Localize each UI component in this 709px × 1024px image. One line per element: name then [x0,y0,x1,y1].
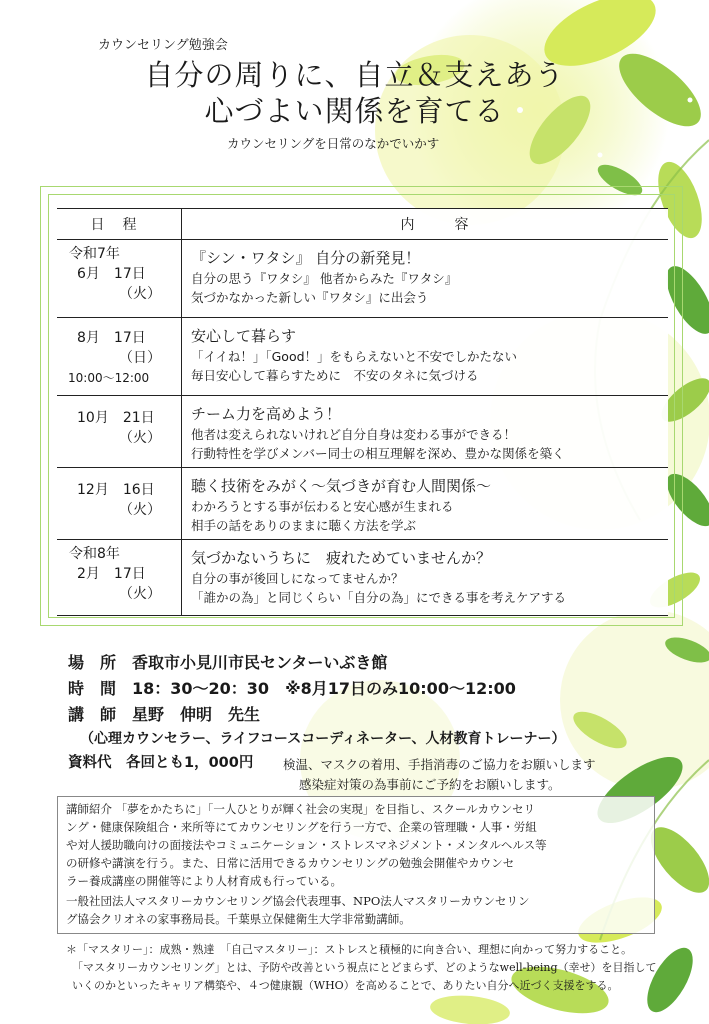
session-title: チーム力を高めよう！ [191,405,342,423]
footnote-line-3: いくのかといったキャリア構築や、４つ健康観（WHO）を高めることで、ありたい自分へ近づく支援をする。 [72,979,619,992]
session-description: 気づかなかった新しい『ワタシ』に出会う [191,290,429,305]
schedule-row [57,468,668,540]
schedule-content-cell [182,396,669,468]
col-header-date: 日程 [57,209,182,240]
schedule-date-cell [57,468,182,540]
date-month-day: 10月 21日 [77,410,155,426]
schedule-date-cell [57,318,182,396]
date-era: 令和7年 [69,246,120,262]
date-weekday: （日） [119,350,161,366]
schedule-content-cell [182,540,669,616]
footnote-line-2: 「マスタリーカウンセリング」とは、予防や改善という視点にとどまらず、どのようなwell-being（幸せ）を目指して [72,961,657,974]
date-time: 10:00～12:00 [68,371,150,385]
session-title: 安心して暮らす [191,327,297,345]
page-title-line1: 自分の周りに、自立＆支えあう [144,58,565,92]
date-weekday: （火） [119,286,161,302]
date-month-day: 6月 17日 [77,266,146,282]
session-description: わかろうとする事が伝わると安心感が生まれる [191,499,454,514]
notice-line-1: 検温、マスクの着用、手指消毒のご協力をお願いします [283,757,596,772]
session-description: 行動特性を学びメンバー同士の相互理解を深め、豊かな関係を築く [191,446,565,461]
page-title-line2: 心づよい関係を育てる [204,94,505,128]
bio-line: ング・健康保険組合・来所等にてカウンセリングを行う一方で、企業の管理職・人事・労組 [66,820,537,834]
schedule-header-row [57,209,668,240]
session-description: 「イイね！」「Good！」をもらえないと不安でしかたない [191,349,518,364]
fee-line: 資料代 各回とも1，000円 [68,755,254,771]
session-description: 自分の思う『ワタシ』 他者からみた『ワタシ』 [191,271,458,286]
date-era: 令和8年 [69,546,120,562]
date-weekday: （火） [119,586,161,602]
schedule-content-cell [182,240,669,318]
time-line: 時 間 18：30～20：30 ※8月17日のみ10:00～12:00 [68,679,516,698]
schedule-row [57,396,668,468]
notice-line-2: 感染症対策の為事前にご予約をお願いします。 [299,777,561,792]
date-month-day: 12月 16日 [77,482,155,498]
session-title: 気づかないうちに 疲れためていませんか？ [191,549,492,567]
schedule-content-cell [182,318,669,396]
lecturer-roles: （心理カウンセラー、ライフコースコーディネーター、人材教育トレーナー） [80,731,566,747]
bio-line: グ協会クリオネの家事務局長。千葉県立保健衛生大学非常勤講師。 [66,912,411,926]
lecturer-bio-box [57,796,655,934]
date-weekday: （火） [119,430,161,446]
schedule-content-cell [182,468,669,540]
session-description: 相手の話をありのままに聴く方法を学ぶ [191,518,417,533]
date-month-day: 8月 17日 [77,330,146,346]
bio-line: ラー養成講座の開催等により人材育成も行っている。 [66,874,342,888]
bio-line: や対人援助職向けの面接法やコミュニケーション・ストレスマネジメント・メンタルヘルス等 [66,838,547,852]
schedule-row [57,240,668,318]
col-header-content: 内容 [182,209,669,240]
schedule-date-cell [57,540,182,616]
session-title: 『シン・ワタシ』 自分の新発見！ [191,249,421,267]
session-title: 聴く技術をみがく～気づきが育む人間関係～ [191,477,492,495]
bio-line: 一般社団法人マスタリーカウンセリング協会代表理事、NPO法人マスタリーカウンセリン [66,894,530,908]
lecturer-line: 講 師 星野 伸明 先生 [68,705,261,724]
schedule-date-cell [57,396,182,468]
bio-line: の研修や講演を行う。また、日常に活用できるカウンセリングの勉強会開催やカウンセ [66,856,515,870]
session-description: 他者は変えられないけれど自分自身は変わる事ができる！ [191,427,517,442]
schedule-table [57,208,668,616]
session-description: 毎日安心して暮らすために 不安のタネに気づける [191,368,479,383]
schedule-row [57,540,668,616]
bio-line: 講師紹介 「夢をかたちに」「一人ひとりが輝く社会の実現」を目指し、スクールカウンセリ [66,802,536,816]
session-description: 「誰かの為」と同じくらい「自分の為」にできる事を考えケアする [191,590,567,605]
venue-line: 場 所 香取市小見川市民センターいぶき館 [68,653,388,672]
date-month-day: 2月 17日 [77,566,146,582]
session-description: 自分の事が後回しになってませんか？ [191,571,404,586]
schedule-row [57,318,668,396]
date-weekday: （火） [119,502,161,518]
footnote-line-1: ＊「マスタリー」：成熟・熟達 「自己マスタリー」：ストレスと積極的に向き合い、理想に向かって努力すること。 [66,943,633,956]
schedule-date-cell [57,240,182,318]
event-type-label: カウンセリング勉強会 [98,38,228,53]
page-subtitle: カウンセリングを日常のなかでいかす [227,136,440,151]
